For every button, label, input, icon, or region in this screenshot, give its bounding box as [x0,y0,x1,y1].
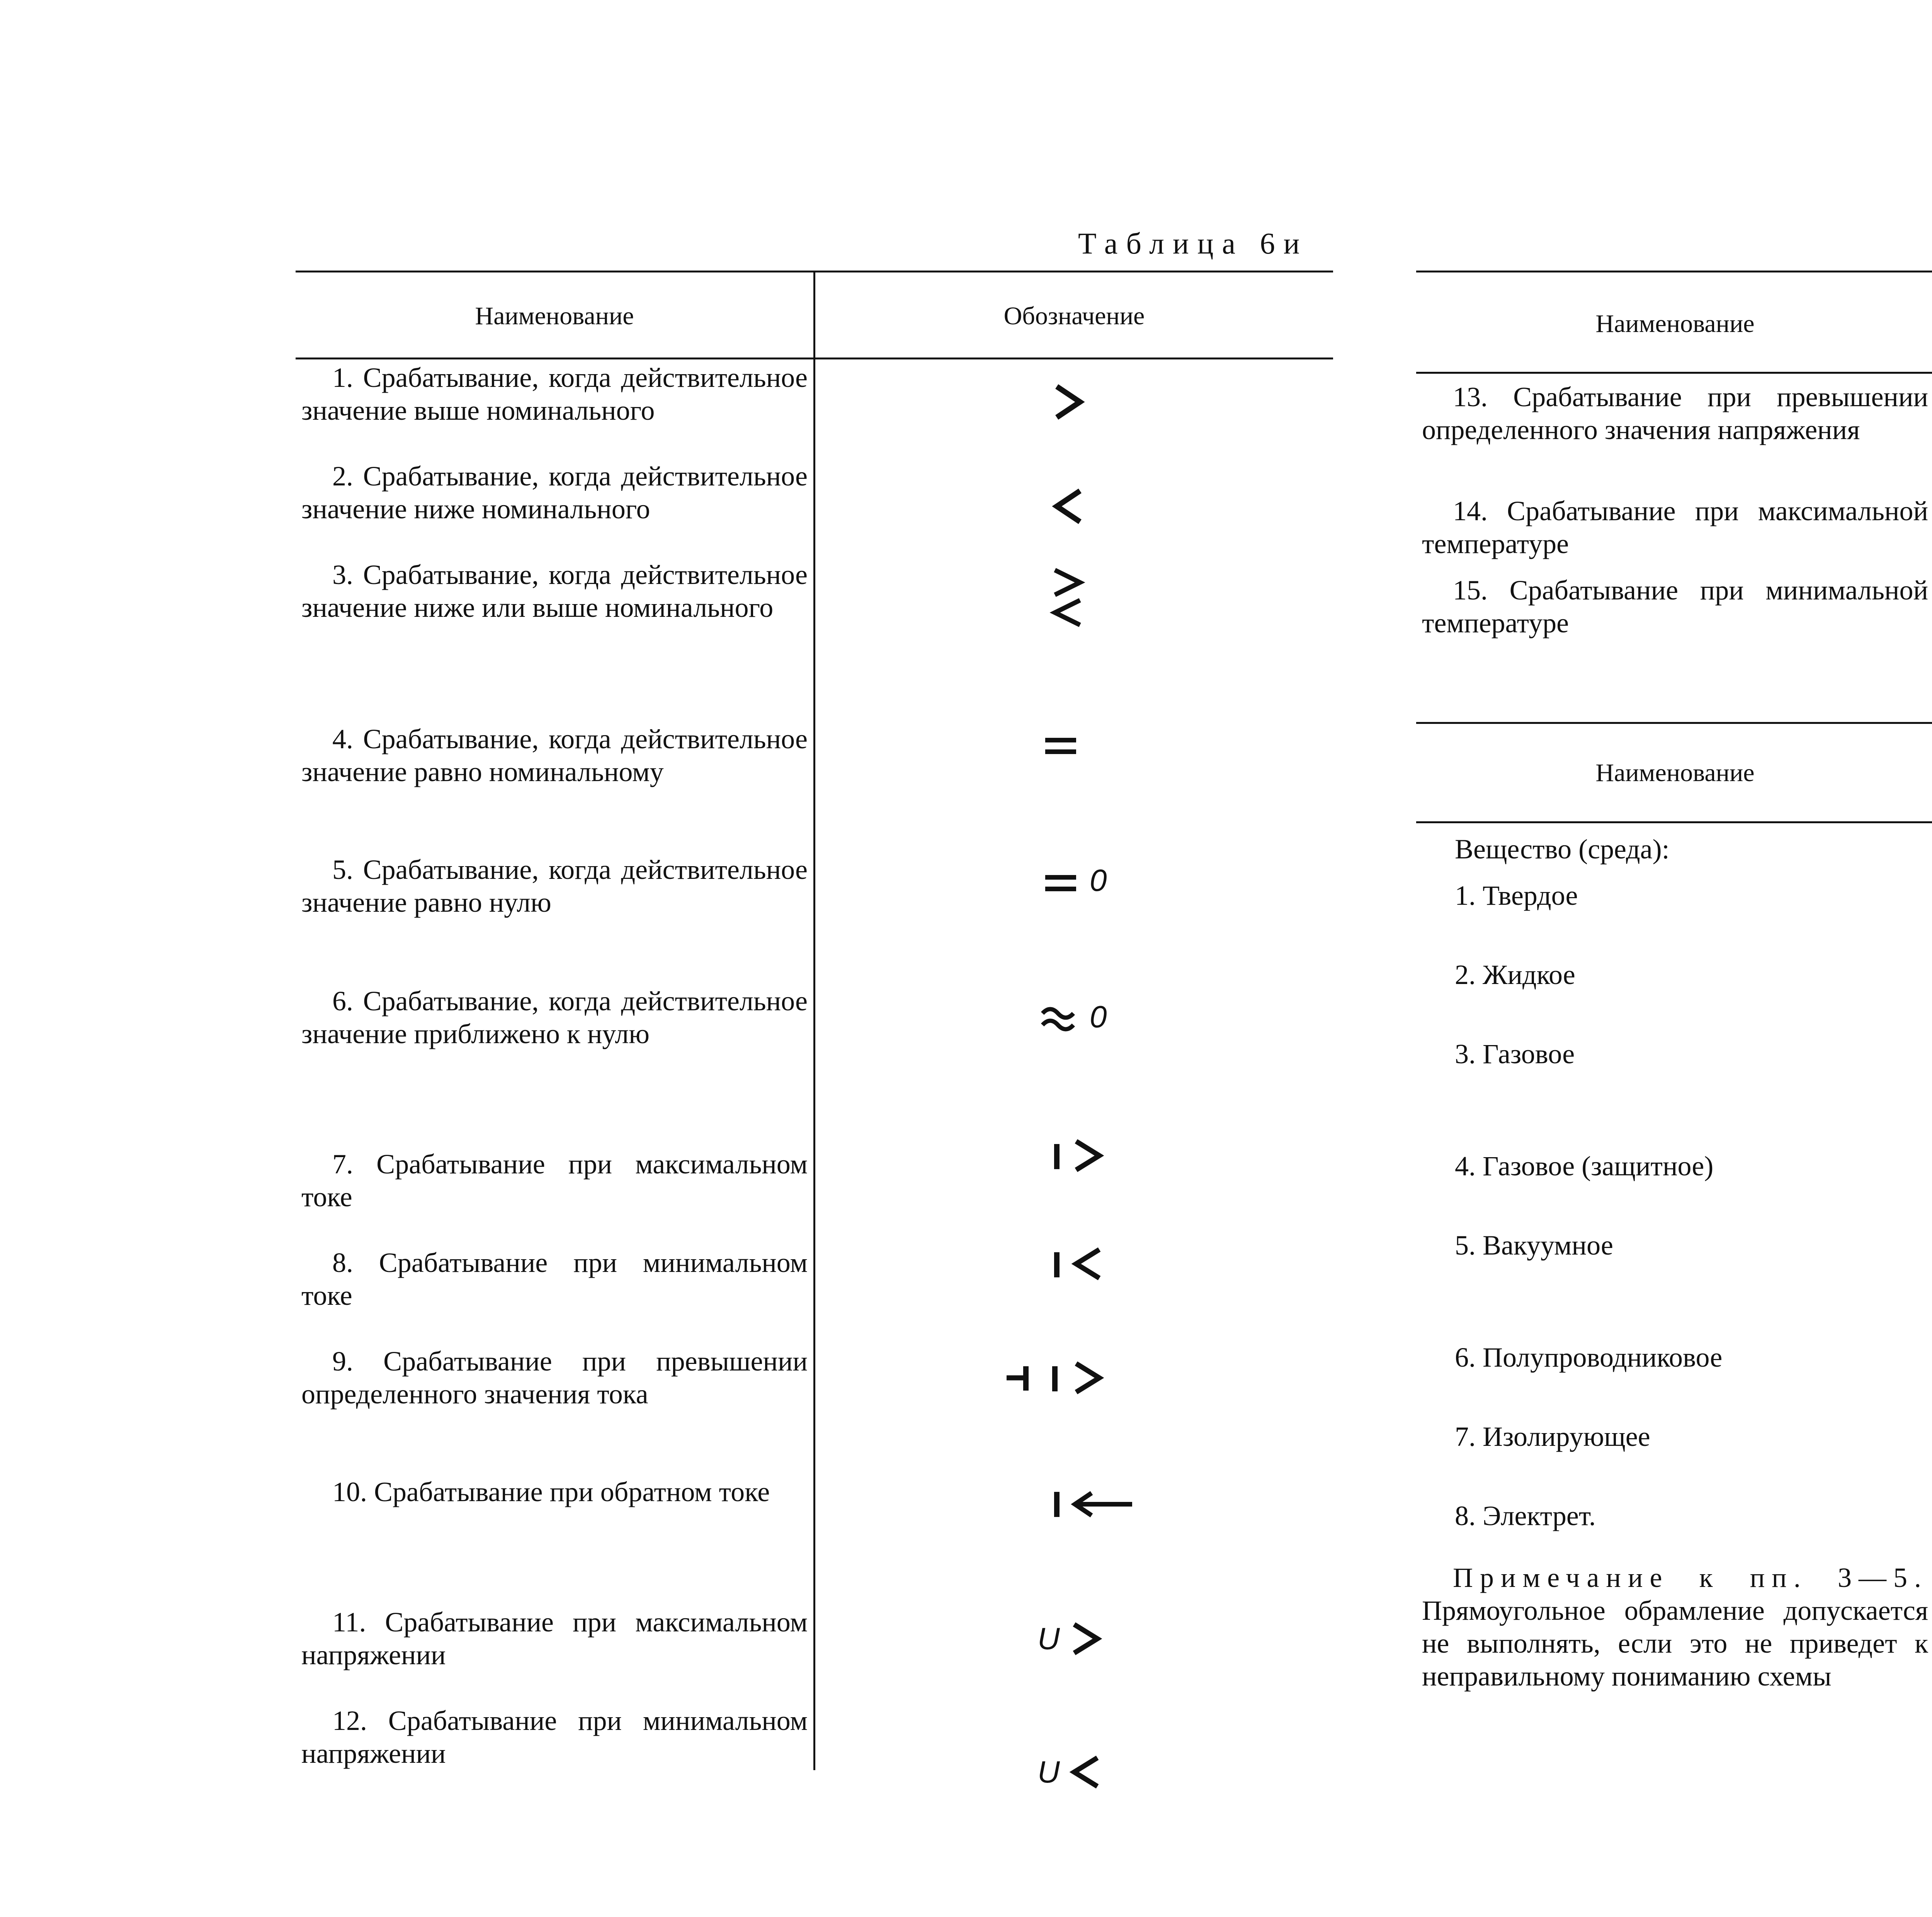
table-6k-row-3: 3. Газовое [1455,1039,1575,1069]
table-6i-row-9: 9. Срабатывание при превышении определенного значения тока [301,1346,808,1410]
table-6i-row-5: 5. Срабатывание, когда действительное значение равно нулю [301,854,808,918]
table-6k-note [1422,1561,1928,1693]
table-6i-col-symbol: Обозначение [1003,302,1145,330]
equals-zero-symbol [1043,864,1113,899]
approx-zero-glyph: 0 [1090,999,1107,1034]
table-6i-col-name: Наименование [475,302,634,330]
threshold-current-greater-symbol [1005,1357,1113,1399]
greater-than-symbol [1047,381,1090,423]
table-6k-row-5: 5. Вакуумное [1455,1230,1613,1261]
table-6i-cont-col-name: Наименование [1595,310,1755,338]
voltage-greater-symbol [1036,1617,1113,1660]
table-6k-row-8: 8. Электрет. [1455,1500,1596,1531]
table-6k-col-name: Наименование [1595,759,1755,787]
table-6i-row-10: 10. Срабатывание при обратном токе [332,1476,770,1507]
table-6i-row-3: 3. Срабатывание, когда действительное значение ниже или выше номинального [301,559,808,623]
equals-zero-glyph: 0 [1090,864,1107,897]
table-6k-top-rule [1416,722,1932,724]
table-6i-row-11: 11. Срабатывание при максимальном напряжении [301,1607,808,1670]
table-6i-row-2: 2. Срабатывание, когда действительное значение ниже номинального [301,461,808,524]
table-6k-row-1: 1. Твердое [1455,880,1578,911]
table-6i-cont-top-rule [1416,271,1932,272]
current-greater-symbol [1051,1134,1113,1177]
voltage-less-symbol [1036,1751,1113,1793]
table-6i-row-7: 7. Срабатывание при максимальном токе [301,1149,808,1212]
table-6i-column-divider [813,271,815,1770]
table-6i-caption: Таблица 6и [1078,226,1308,260]
table-6i-row-6: 6. Срабатывание, когда действительное значение приближено к нулю [301,986,808,1049]
table-6k-header-rule [1416,821,1932,823]
current-less-symbol [1051,1243,1113,1285]
less-than-symbol [1047,485,1090,528]
approx-zero-symbol [1039,997,1117,1036]
table-6i-row-15: 15. Срабатывание при минимальной температуре [1422,575,1928,638]
equals-symbol [1043,734,1078,758]
table-6k-row-4: 4. Газовое (защитное) [1455,1151,1714,1182]
table-6i-cont-header-rule [1416,372,1932,374]
reverse-current-symbol [1051,1482,1136,1525]
table-6i-row-14: 14. Срабатывание при максимальной температуре [1422,495,1928,559]
table-6k-row-2: 2. Жидкое [1455,959,1575,990]
table-6k-intro: Вещество (среда): [1455,834,1670,865]
voltage-less-glyph: U [1037,1755,1060,1789]
voltage-greater-glyph: U [1037,1621,1060,1656]
table-6k-note-text: Прямоугольное обрамление допускается не выполнять, если это не приведет к неправильному пониманию схемы [1422,1595,1928,1692]
table-6k-row-7: 7. Изолирующее [1455,1421,1650,1452]
table-6i-row-4: 4. Срабатывание, когда действительное значение равно номинальному [301,724,808,787]
table-6k-note-label: Примечание к пп. 3—5. [1453,1562,1928,1593]
table-6i-row-12: 12. Срабатывание при минимальном напряжении [301,1705,808,1769]
table-6i-row-8: 8. Срабатывание при минимальном токе [301,1247,808,1311]
table-6i-row-13: 13. Срабатывание при превышении определенного значения напряжения [1422,381,1928,445]
table-6i-row-1: 1. Срабатывание, когда действительное значение выше номинального [301,362,808,426]
greater-or-less-symbol [1049,566,1088,632]
table-6k-row-6: 6. Полупроводниковое [1455,1342,1723,1373]
